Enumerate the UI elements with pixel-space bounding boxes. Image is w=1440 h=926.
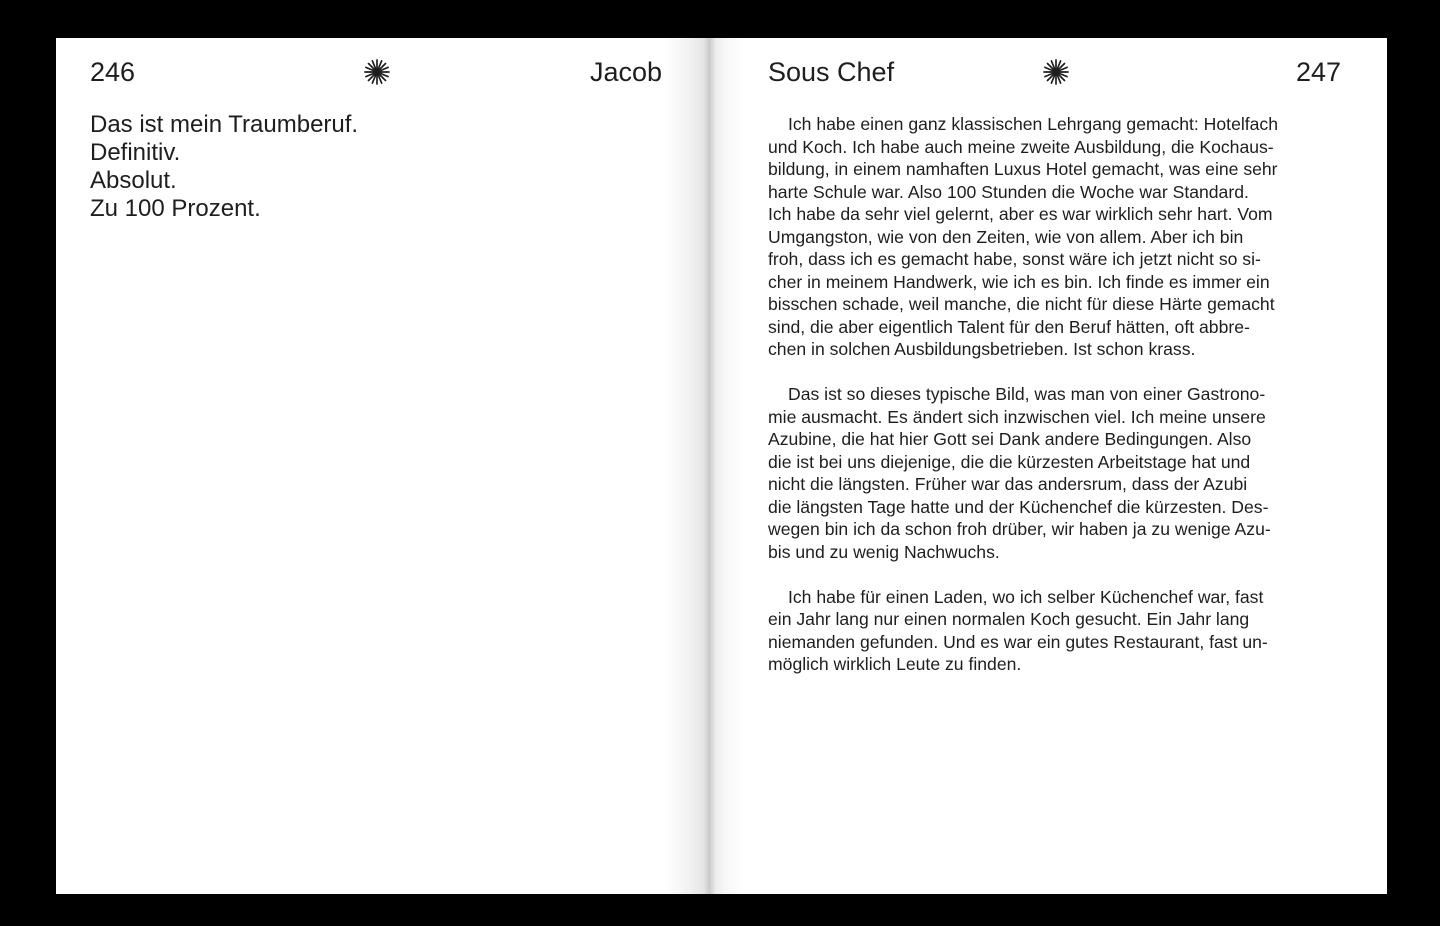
right-page <box>710 38 1387 894</box>
book-spread <box>56 38 1387 894</box>
paragraph: Ich habe einen ganz klassischen Lehrgang gemacht: Hotelfach und Koch. Ich habe auch meine zweite Ausbildung, die Kochaus- bildung, in einem namhaften Luxus Hotel gemacht, was eine sehr harte Schule war. Also 100 Stunden die Woche war Standard. Ich habe da sehr viel gelernt, aber es war wirklich sehr hart. Vom Umgangston, wie von den Zeiten, wie von allem. Aber ich bin froh, dass ich es gemacht habe, sonst wäre ich jetzt nicht so si- cher in meinem Handwerk, wie ich es bin. Ich finde es immer ein bisschen schade, weil manche, die nicht für diese Härte gemacht sind, die aber eigentlich Talent für den Beruf hätten, oft abbre- chen in solchen Ausbildungsbetrieben. Ist schon krass. <box>768 114 1279 359</box>
left-page <box>56 38 710 894</box>
statement-line: Das ist mein Traumberuf. <box>90 111 359 138</box>
page-number-left: 246 <box>90 57 136 87</box>
running-head-left: Jacob <box>589 57 662 87</box>
statement-line: Absolut. <box>90 167 177 194</box>
paragraph: Ich habe für einen Laden, wo ich selber Küchenchef war, fast ein Jahr lang nur einen normalen Koch gesucht. Ein Jahr lang niemanden gefunden. Und es war ein gutes Restaurant, fast un- möglich wirklich Leute zu finden. <box>768 586 1268 674</box>
running-head-right: Sous Chef <box>768 57 895 87</box>
page-number-right: 247 <box>1295 57 1341 87</box>
paragraph: Das ist so dieses typische Bild, was man von einer Gastrono- mie ausmacht. Es ändert sich inzwischen viel. Ich meine unsere Azubine, die hat hier Gott sei Dank andere Bedingungen. Also die ist bei uns diejenige, die die kürzesten Arbeitstage hat und nicht die längsten. Früher war das andersrum, dass der Azubi die längsten Tage hatte und der Küchenchef die kürzesten. Des- wegen bin ich da schon froh drüber, wir haben ja zu wenige Azu- bis und zu wenig Nachwuchs. <box>768 384 1271 562</box>
statement-line: Definitiv. <box>90 139 181 166</box>
statement-line: Zu 100 Prozent. <box>90 195 261 222</box>
statement <box>90 111 358 223</box>
asterisk-star-icon <box>1042 58 1070 86</box>
body-text <box>768 113 1346 698</box>
asterisk-star-icon <box>363 58 391 86</box>
